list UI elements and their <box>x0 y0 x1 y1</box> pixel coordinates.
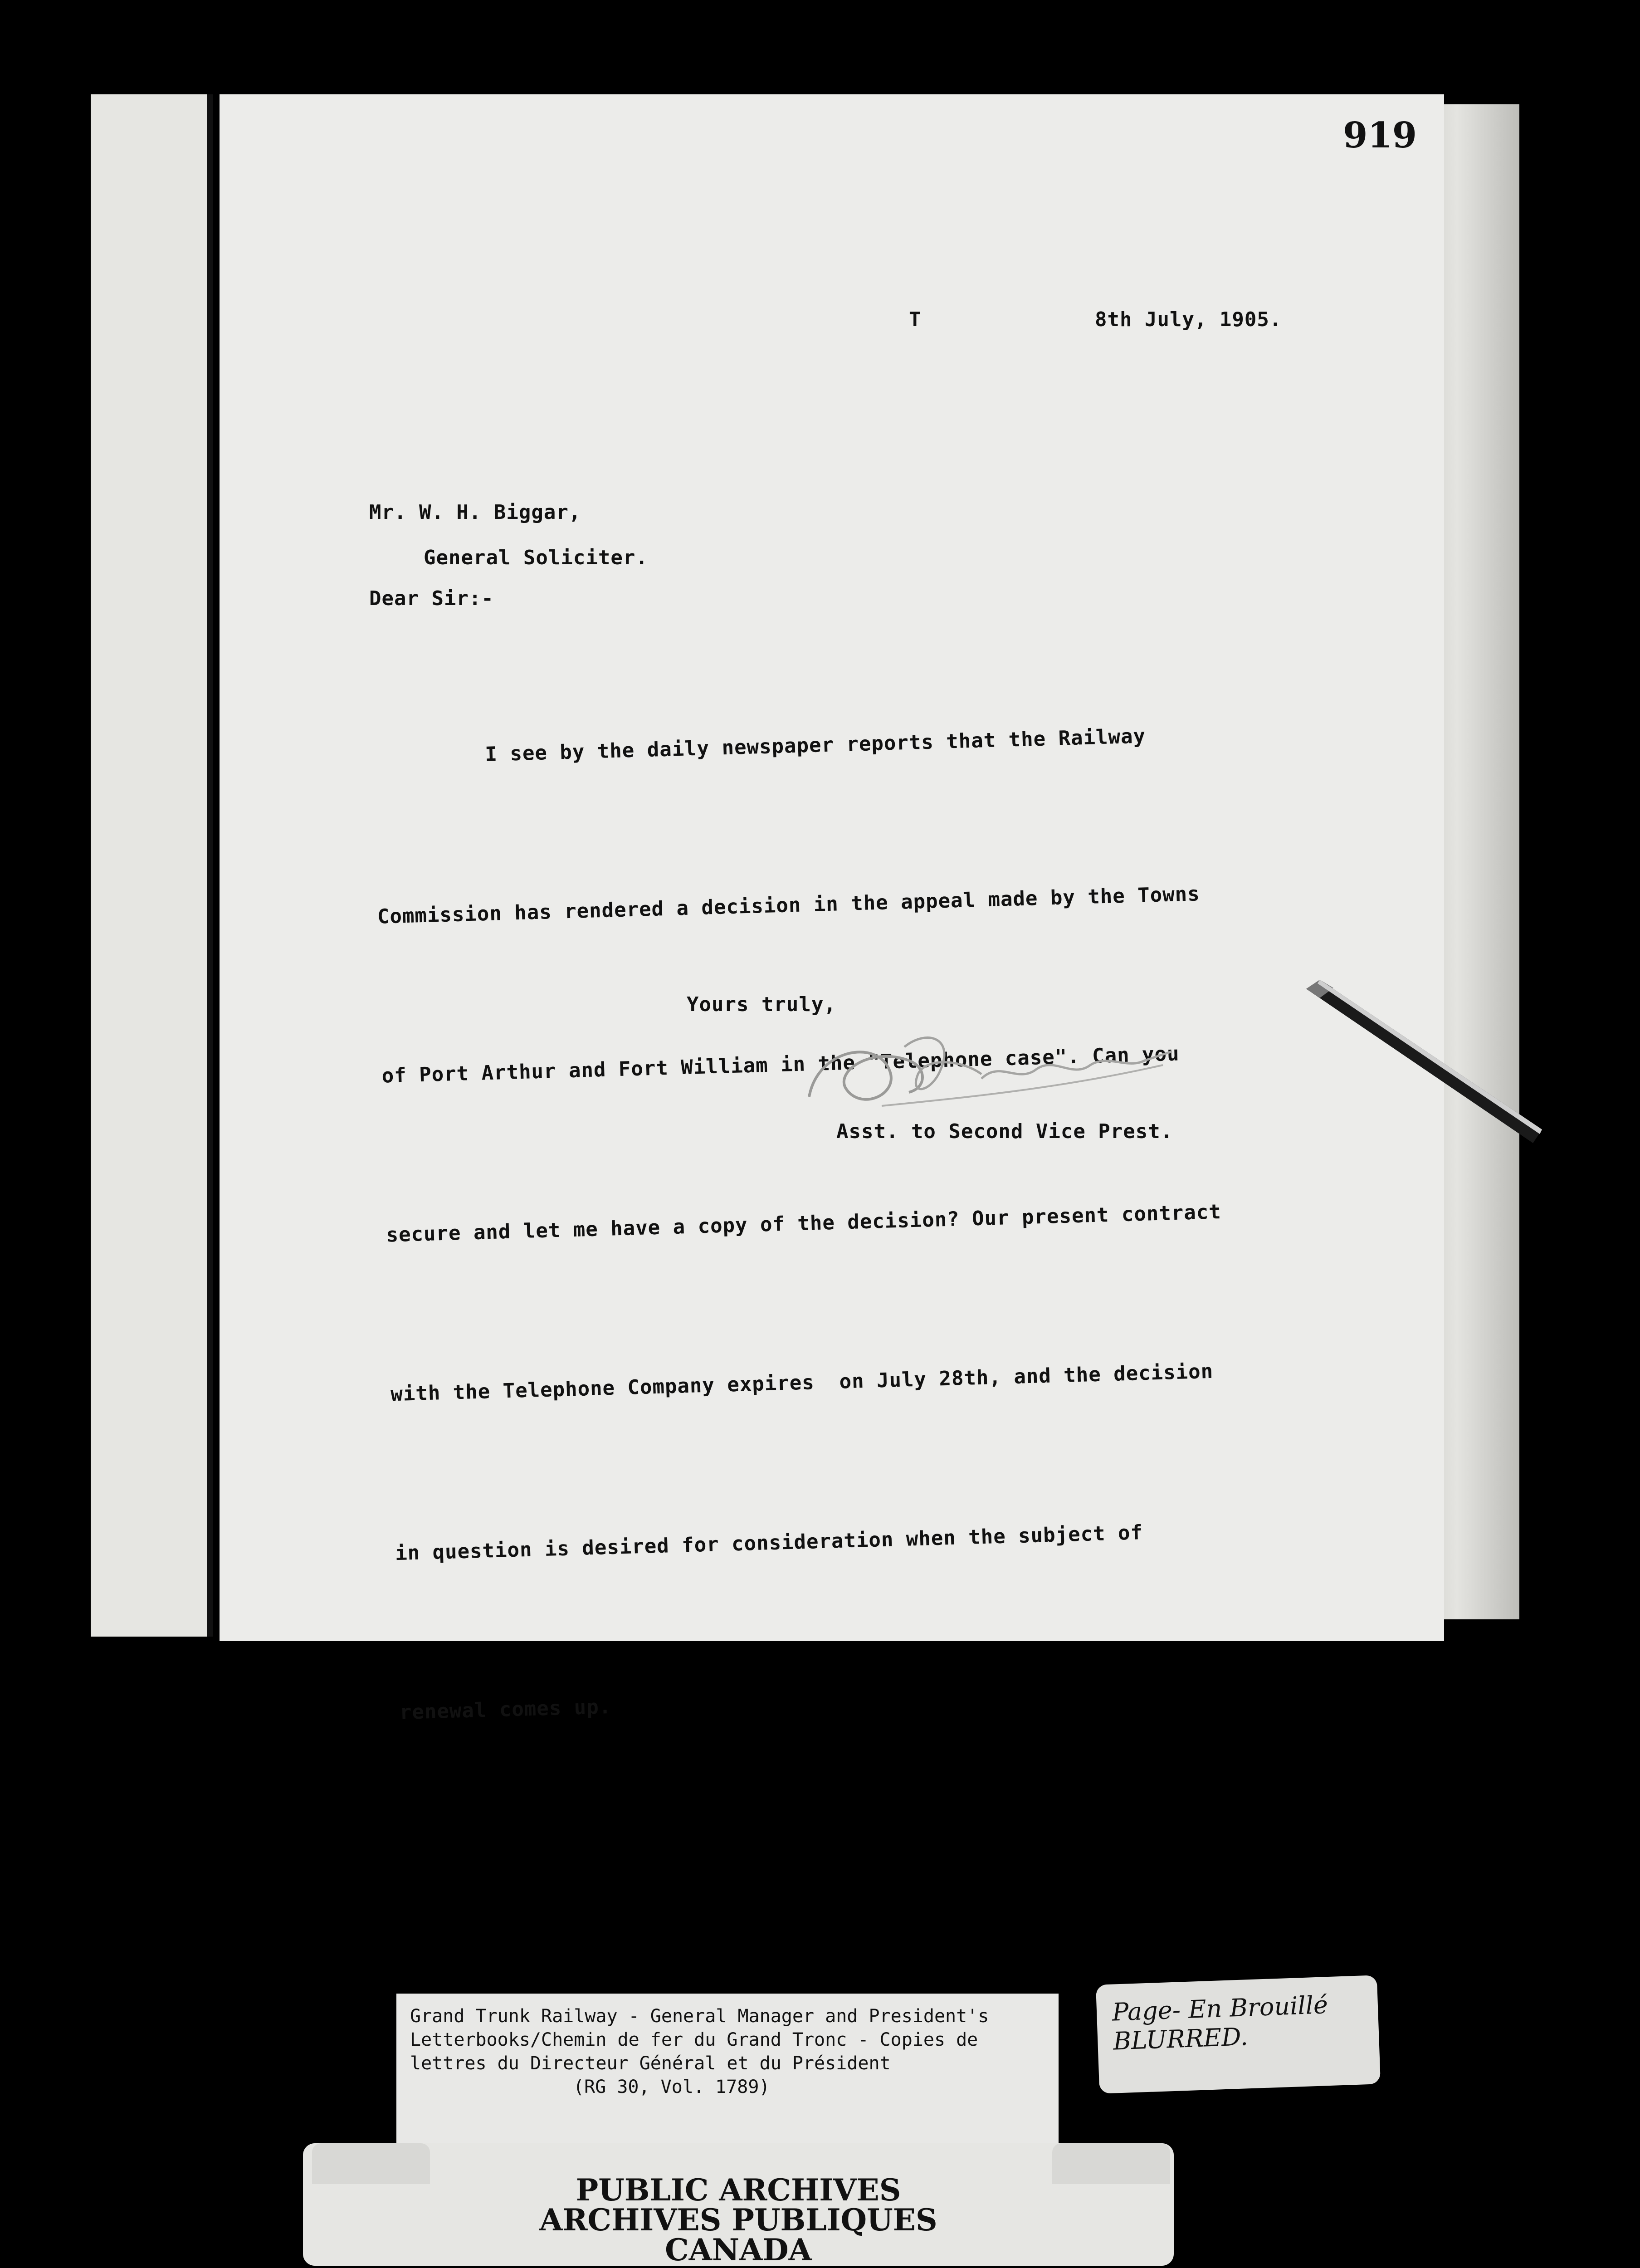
closing: Yours truly, <box>687 993 836 1016</box>
stamp-line: PUBLIC ARCHIVES <box>576 2172 901 2208</box>
salutation: Dear Sir:- <box>369 587 494 610</box>
binding-margin <box>91 94 213 1637</box>
handwritten-signature <box>791 1020 1199 1119</box>
body-line: Commission has rendered a decision in the appeal made by the Towns <box>377 882 1201 929</box>
stamp-line: ARCHIVES PUBLIQUES <box>539 2202 937 2238</box>
handwritten-note <box>1096 1975 1381 2093</box>
letter-date: 8th July, 1905. <box>1095 308 1282 331</box>
pen-pointer <box>1306 980 1542 1143</box>
letter-page <box>220 94 1444 1725</box>
letter-body <box>369 602 1238 1845</box>
archive-label-line: Letterbooks/Chemin de fer du Grand Tronc - Copies de <box>410 2029 978 2050</box>
signer-title: Asst. to Second Vice Prest. <box>836 1120 1173 1143</box>
recipient-name: Mr. W. H. Biggar, <box>369 501 581 524</box>
note-line: Page- En Brouillé <box>1112 1990 1328 2027</box>
body-line: I see by the daily newspaper reports that the Railway <box>372 724 1146 769</box>
archive-reference: (RG 30, Vol. 1789) <box>573 2077 770 2097</box>
body-line: of Port Arthur and Fort William in the "Telephone case". Can you <box>381 1042 1180 1088</box>
body-line: secure and let me have a copy of the decision? Our present contract <box>386 1200 1222 1247</box>
archives-stamp <box>303 2172 1174 2268</box>
recipient-title: General Soliciter. <box>424 546 648 569</box>
archive-label-line: Grand Trunk Railway - General Manager and President's <box>410 2006 989 2027</box>
page-number: 919 <box>1343 115 1417 156</box>
date-mark: T <box>909 308 922 331</box>
note-line: BLURRED. <box>1113 2022 1249 2056</box>
archive-label <box>396 1994 1059 2166</box>
stamp-line: CANADA <box>665 2232 812 2268</box>
body-line: in question is desired for consideration when the subject of <box>395 1521 1143 1565</box>
archive-label-line: lettres du Directeur Général et du Président <box>410 2053 891 2074</box>
body-line: renewal comes up. <box>399 1695 612 1725</box>
body-line: with the Telephone Company expires on July 28th, and the decision <box>390 1359 1214 1406</box>
